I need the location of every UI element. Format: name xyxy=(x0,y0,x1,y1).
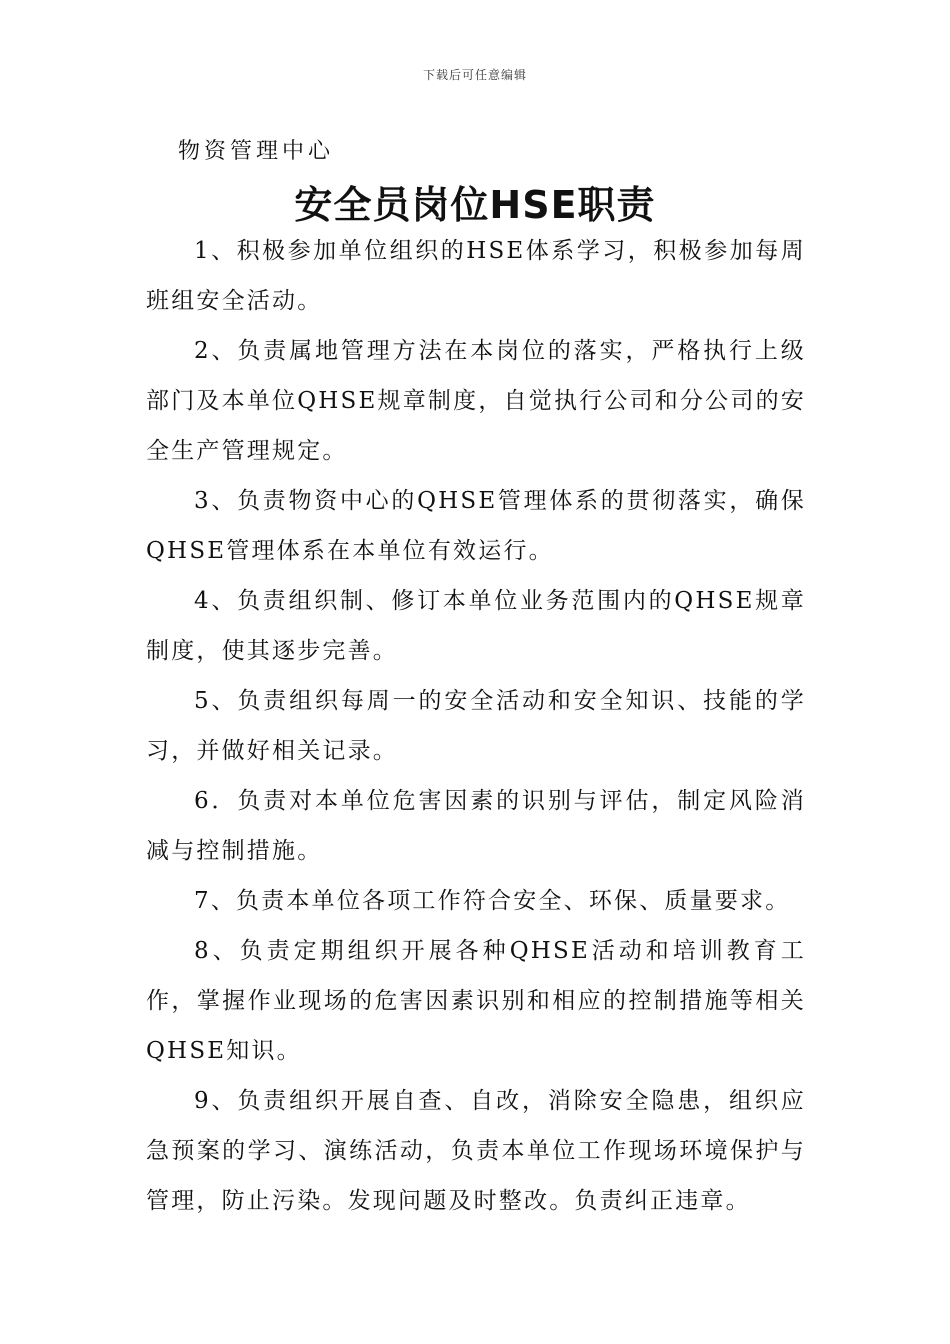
duty-paragraph-6: 6．负责对本单位危害因素的识别与评估，制定风险消减与控制措施。 xyxy=(146,788,806,864)
duty-paragraph-2: 2、负责属地管理方法在本岗位的落实，严格执行上级部门及本单位QHSE规章制度，自觉执行公司和分公司的安全生产管理规定。 xyxy=(146,338,806,464)
header-note: 下载后可任意编辑 xyxy=(422,68,527,82)
duty-paragraph-8: 8、负责定期组织开展各种QHSE活动和培训教育工作，掌握作业现场的危害因素识别和相应的控制措施等相关QHSE知识。 xyxy=(146,938,806,1064)
duty-paragraph-7: 7、负责本单位各项工作符合安全、环保、质量要求。 xyxy=(194,888,791,914)
document-title: 安全员岗位HSE职责 xyxy=(294,183,656,227)
duty-paragraph-3: 3、负责物资中心的QHSE管理体系的贯彻落实，确保QHSE管理体系在本单位有效运行。 xyxy=(146,488,806,564)
duty-paragraph-9: 9、负责组织开展自查、自改，消除安全隐患，组织应急预案的学习、演练活动，负责本单位工作现场环境保护与管理，防止污染。发现问题及时整改。负责纠正违章。 xyxy=(146,1088,806,1214)
duties-list xyxy=(146,226,806,1226)
duty-paragraph-5: 5、负责组织每周一的安全活动和安全知识、技能的学习，并做好相关记录。 xyxy=(146,688,806,764)
department-label: 物资管理中心 xyxy=(178,139,335,164)
duty-paragraph-4: 4、负责组织制、修订本单位业务范围内的QHSE规章制度，使其逐步完善。 xyxy=(146,588,806,664)
duty-paragraph-1: 1、积极参加单位组织的HSE体系学习，积极参加每周班组安全活动。 xyxy=(146,238,806,314)
